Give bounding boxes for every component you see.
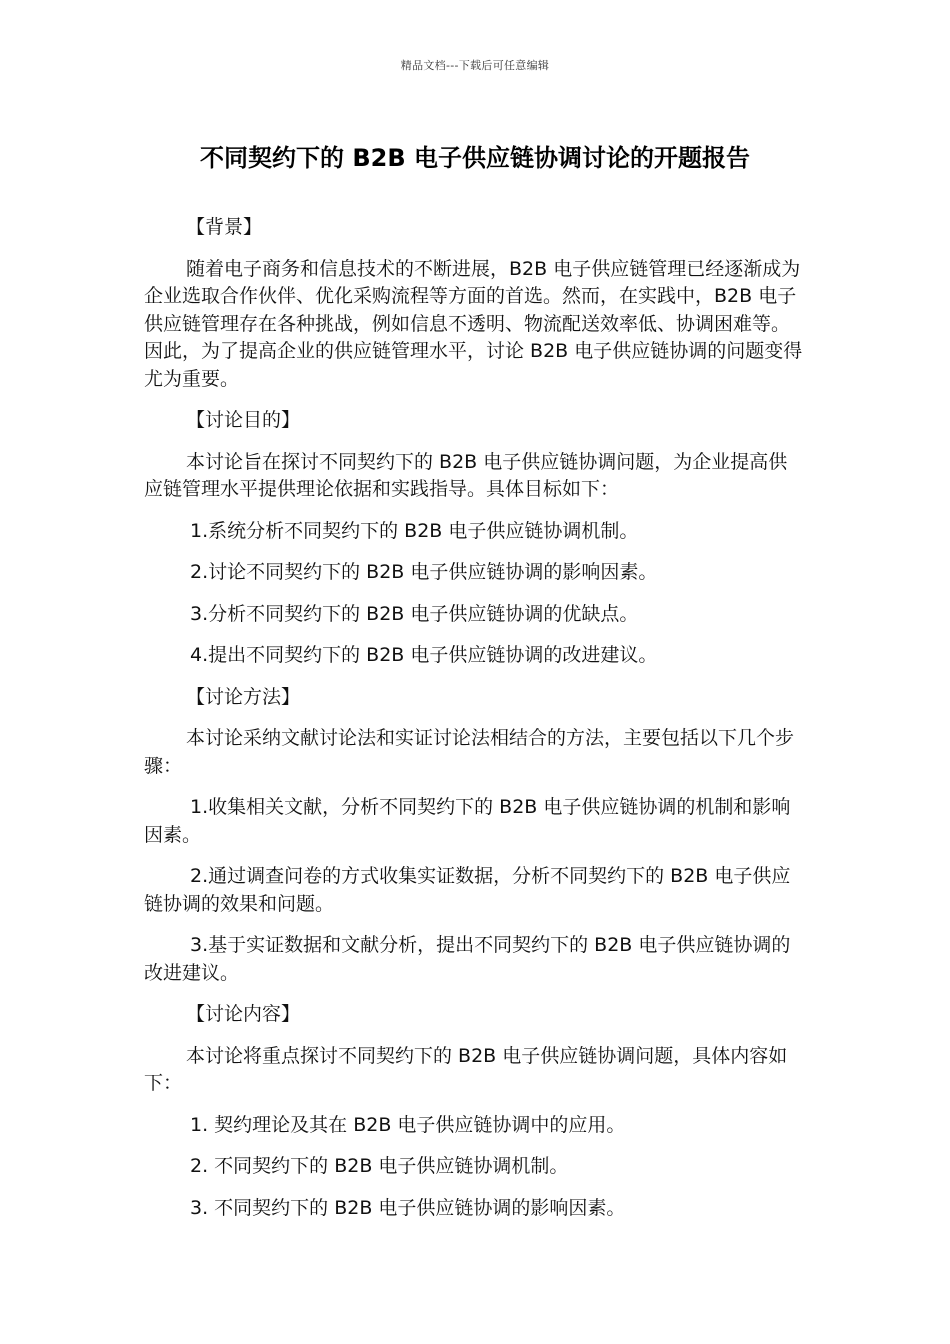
document-title: 不同契约下的 B2B 电子供应链协调讨论的开题报告 <box>200 144 750 172</box>
method-item: 2.通过调查问卷的方式收集实证数据，分析不同契约下的 B2B 电子供应链协调的效果和问题。 <box>144 865 791 915</box>
objectives-intro-paragraph: 本讨论旨在探讨不同契约下的 B2B 电子供应链协调问题，为企业提高供应链管理水平提供理论依据和实践指导。具体目标如下： <box>144 450 788 500</box>
header-note: 精品文档---下载后可任意编辑 <box>400 59 550 72</box>
method-item: 1.收集相关文献，分析不同契约下的 B2B 电子供应链协调的机制和影响因素。 <box>144 796 791 846</box>
objective-item: 1.系统分析不同契约下的 B2B 电子供应链协调机制。 <box>190 519 639 542</box>
section-heading-background: 【背景】 <box>186 216 263 238</box>
content-item: 3. 不同契约下的 B2B 电子供应链协调的影响因素。 <box>190 1196 626 1219</box>
section-heading-methods: 【讨论方法】 <box>186 685 301 708</box>
objective-item: 2.讨论不同契约下的 B2B 电子供应链协调的影响因素。 <box>190 561 658 583</box>
background-paragraph: 随着电子商务和信息技术的不断进展，B2B 电子供应链管理已经逐渐成为企业选取合作伙伴、优化采购流程等方面的首选。然而，在实践中，B2B 电子供应链管理存在各种挑战，例如信息不透明、物流配送效率低、协调困难等。因此，为了提高企业的供应链管理水平，讨论 B2B 电子供应链协调的问题变得尤为重要。 <box>144 257 803 390</box>
content-item: 2. 不同契约下的 B2B 电子供应链协调机制。 <box>190 1155 569 1177</box>
contents-intro-paragraph: 本讨论将重点探讨不同契约下的 B2B 电子供应链协调问题，具体内容如下： <box>144 1044 788 1094</box>
objective-item: 3.分析不同契约下的 B2B 电子供应链协调的优缺点。 <box>190 602 639 625</box>
section-heading-contents: 【讨论内容】 <box>186 1003 301 1025</box>
content-item: 1. 契约理论及其在 B2B 电子供应链协调中的应用。 <box>190 1113 626 1136</box>
method-item: 3.基于实证数据和文献分析，提出不同契约下的 B2B 电子供应链协调的改进建议。 <box>144 934 791 984</box>
objective-item: 4.提出不同契约下的 B2B 电子供应链协调的改进建议。 <box>190 644 658 666</box>
methods-intro-paragraph: 本讨论采纳文献讨论法和实证讨论法相结合的方法，主要包括以下几个步骤： <box>144 727 795 777</box>
document-body <box>144 214 804 1236</box>
section-heading-objectives: 【讨论目的】 <box>186 409 301 431</box>
